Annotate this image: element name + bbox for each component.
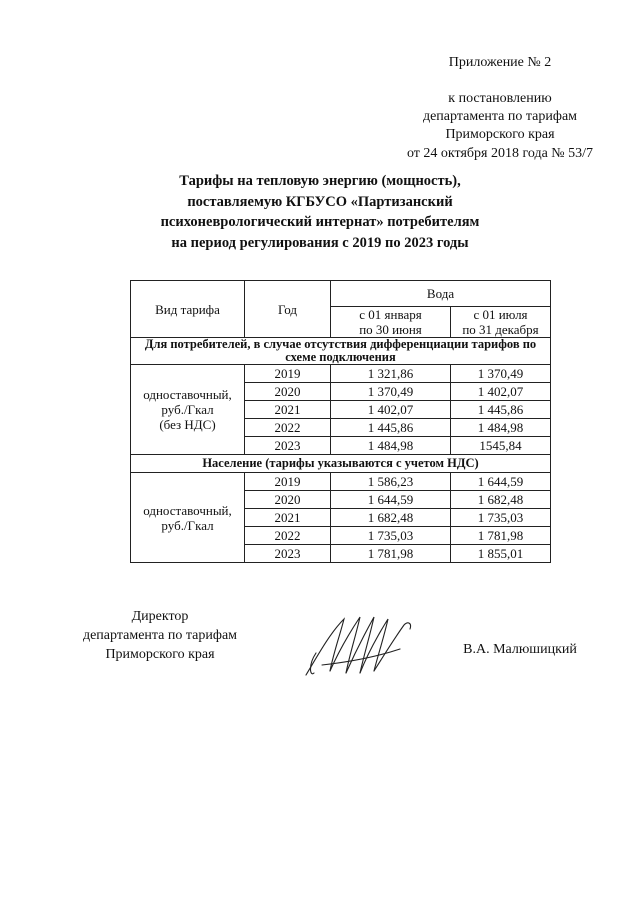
second-half-value: 1 781,98	[451, 527, 551, 545]
position-line-3: Приморского края	[105, 647, 215, 662]
second-half-value: 1 855,01	[451, 545, 551, 563]
year-cell: 2019	[245, 365, 331, 383]
first-half-value: 1 445,86	[331, 419, 451, 437]
tariff-type-cell	[131, 473, 245, 563]
resolution-line-2: департамента по тарифам	[422, 109, 578, 124]
tariff-type-cell	[131, 365, 245, 455]
tariff-type-line-1: одноставочный,	[143, 502, 232, 518]
header-year: Год	[245, 281, 331, 338]
title-line-2: поставляемую КГБУСО «Партизанский	[187, 193, 453, 210]
second-half-value: 1 370,49	[451, 365, 551, 383]
second-half-value: 1 402,07	[451, 383, 551, 401]
first-half-value: 1 586,23	[331, 473, 451, 491]
table-row	[131, 365, 551, 383]
handwritten-signature	[300, 605, 420, 685]
header-first-half-line-2: по 30 июня	[359, 322, 422, 337]
signatory-position	[60, 607, 260, 664]
title-line-4: на период регулирования с 2019 по 2023 годы	[171, 234, 469, 251]
year-cell: 2022	[245, 527, 331, 545]
table-header-row	[131, 281, 551, 307]
section-title: Население (тарифы указываются с учетом НДС)	[131, 455, 551, 473]
tariff-type-line-3: (без НДС)	[159, 417, 216, 432]
tariff-type-line-2: руб./Гкал	[161, 517, 214, 533]
year-cell: 2020	[245, 383, 331, 401]
document-title	[100, 171, 540, 253]
header-second-half-line-1: с 01 июля	[473, 307, 528, 322]
signatory-name: В.А. Малюшицкий	[463, 642, 577, 657]
second-half-value: 1545,84	[451, 437, 551, 455]
second-half-value: 1 445,86	[451, 401, 551, 419]
second-half-value: 1 682,48	[451, 491, 551, 509]
position-line-1: Директор	[131, 609, 189, 624]
tariff-type-line-1: одноставочный,	[143, 387, 232, 402]
position-line-2: департамента по тарифам	[82, 628, 238, 643]
year-cell: 2023	[245, 437, 331, 455]
title-line-1: Тарифы на тепловую энергию (мощность),	[179, 173, 461, 189]
first-half-value: 1 370,49	[331, 383, 451, 401]
second-half-value: 1 484,98	[451, 419, 551, 437]
header-second-half	[451, 307, 551, 338]
resolution-line-4: от 24 октября 2018 года № 53/7	[406, 146, 594, 161]
first-half-value: 1 781,98	[331, 545, 451, 563]
year-cell: 2023	[245, 545, 331, 563]
year-cell: 2021	[245, 401, 331, 419]
resolution-line-3: Приморского края	[445, 127, 555, 142]
table-row	[131, 473, 551, 491]
first-half-value: 1 484,98	[331, 437, 451, 455]
year-cell: 2021	[245, 509, 331, 527]
year-cell: 2020	[245, 491, 331, 509]
first-half-value: 1 735,03	[331, 527, 451, 545]
first-half-value: 1 682,48	[331, 509, 451, 527]
appendix-label: Приложение № 2	[448, 55, 552, 70]
header-tariff-type: Вид тарифа	[131, 281, 245, 338]
first-half-value: 1 321,86	[331, 365, 451, 383]
title-line-3: психоневрологический интернат» потребителям	[160, 214, 480, 230]
second-half-value: 1 735,03	[451, 509, 551, 527]
year-cell: 2019	[245, 473, 331, 491]
header-second-half-line-2: по 31 декабря	[462, 322, 539, 337]
header-first-half	[331, 307, 451, 338]
section-row	[131, 455, 551, 473]
tariff-table	[130, 280, 551, 563]
header-first-half-line-1: с 01 января	[359, 307, 422, 322]
second-half-value: 1 644,59	[451, 473, 551, 491]
section-row	[131, 338, 551, 365]
first-half-value: 1 644,59	[331, 491, 451, 509]
first-half-value: 1 402,07	[331, 401, 451, 419]
resolution-line-1: к постановлению	[448, 91, 552, 106]
section-title: Для потребителей, в случае отсутствия дифференциации тарифов по схеме подключения	[131, 338, 551, 365]
header-water: Вода	[331, 281, 551, 307]
year-cell: 2022	[245, 419, 331, 437]
tariff-type-line-2: руб./Гкал	[161, 402, 214, 417]
